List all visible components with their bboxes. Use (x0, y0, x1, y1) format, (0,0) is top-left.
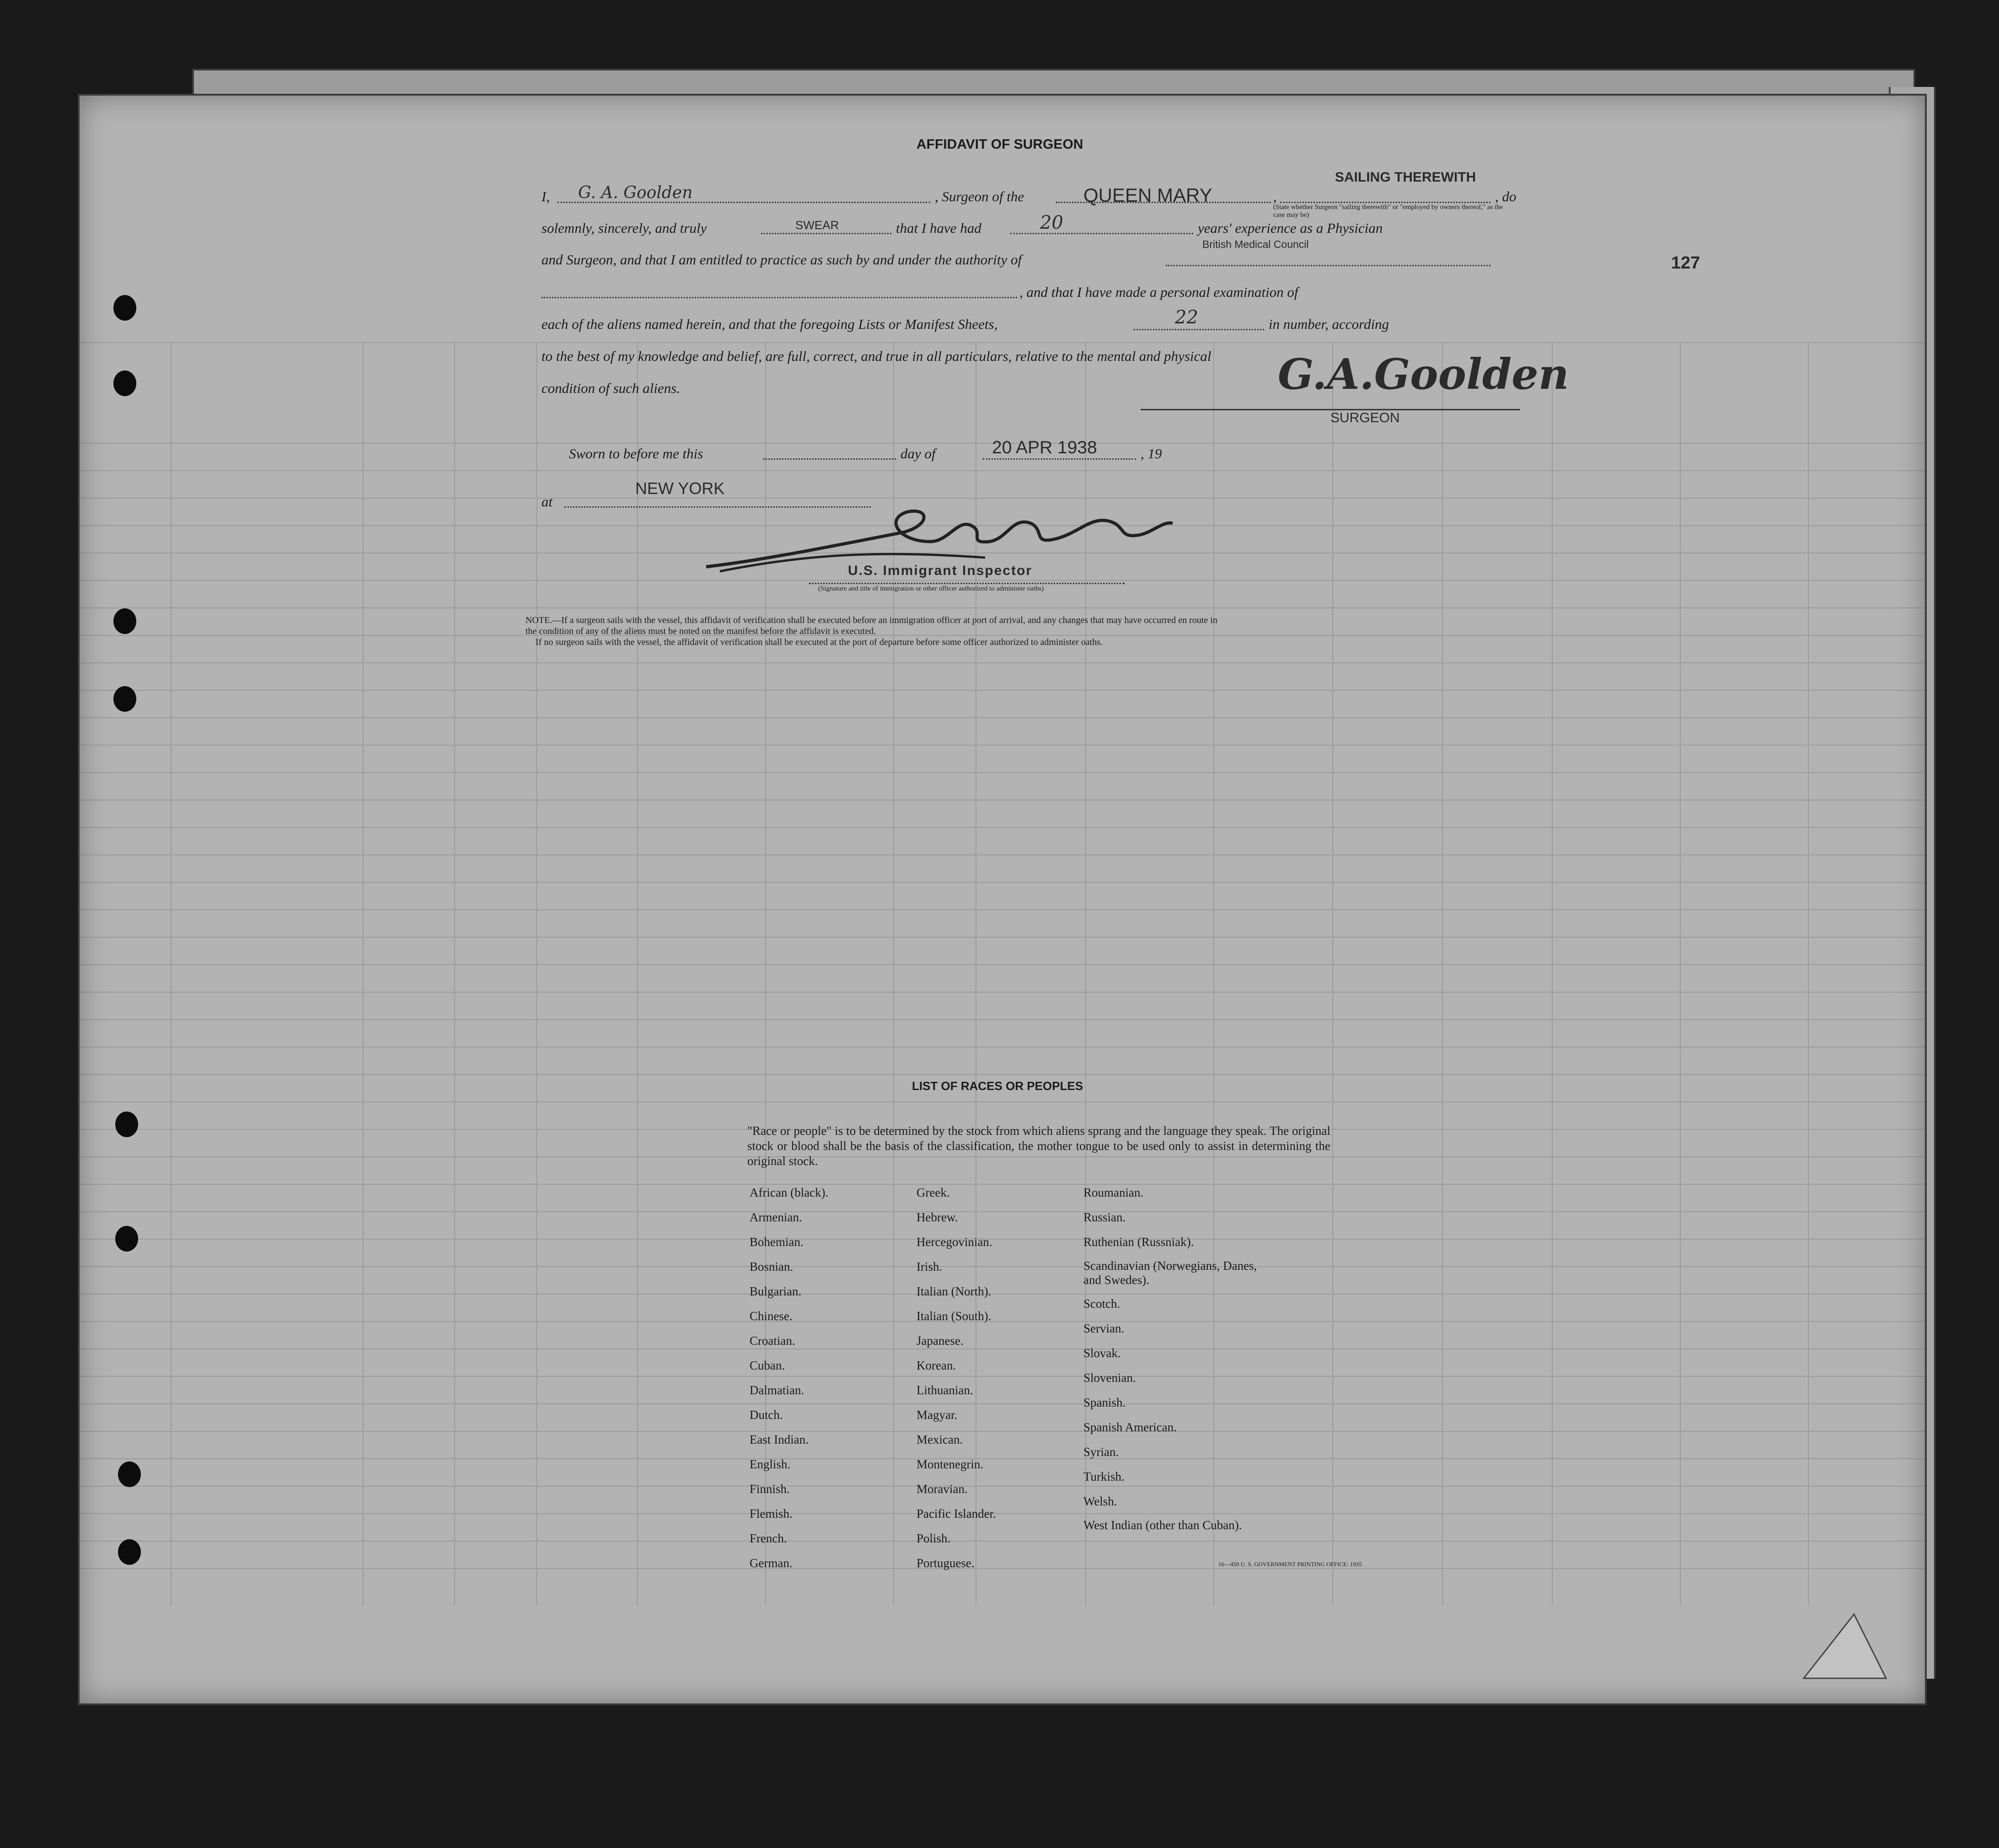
race-item: Polish. (916, 1531, 951, 1545)
oath-stamp: SWEAR (795, 218, 839, 232)
years-experience-value: 20 (1040, 212, 1063, 233)
race-item: French. (750, 1531, 787, 1545)
text-each-of-the-aliens: each of the aliens named herein, and that the foregoing Lists or Manifest Sheets, (541, 316, 998, 332)
race-item: Hercegovinian. (916, 1235, 992, 1249)
text-day-of: day of (900, 446, 936, 462)
race-item: Scotch. (1083, 1297, 1120, 1311)
punch-hole (113, 686, 136, 712)
race-item: Roumanian. (1083, 1186, 1144, 1199)
inspector-caption: (Signature and title of immigration or other officer authorized to administer oaths) (818, 585, 1044, 592)
race-item: Pacific Islander. (916, 1507, 996, 1520)
text-i: I, (541, 188, 550, 204)
race-item: Croatian. (750, 1334, 795, 1348)
race-item: Dutch. (750, 1408, 783, 1422)
race-item: Dalmatian. (750, 1383, 804, 1397)
ship-name-stamp: QUEEN MARY (1083, 184, 1212, 206)
text-that-i-have-had: that I have had (896, 220, 981, 236)
text-years-experience: years' experience as a Physician (1198, 220, 1383, 236)
sailing-instruction-note: (State whether Surgeon "sailing therewith" or "employed by owners thereof," as the case may be) (1273, 204, 1503, 219)
race-item: English. (750, 1457, 791, 1471)
punch-hole (118, 1539, 141, 1565)
race-item: Chinese. (750, 1309, 793, 1323)
race-item: Mexican. (916, 1433, 963, 1446)
race-item: Italian (South). (916, 1309, 991, 1323)
text-condition: condition of such aliens. (541, 380, 681, 396)
sheet-count-value: 22 (1175, 307, 1198, 328)
punch-hole (115, 1112, 138, 1137)
race-item: Bosnian. (750, 1260, 793, 1273)
printer-imprint: 16—450 U. S. GOVERNMENT PRINTING OFFICE: 1935 (1218, 1561, 1362, 1568)
race-item: Turkish. (1083, 1470, 1125, 1483)
text-sworn: Sworn to before me this (569, 446, 703, 462)
punch-hole (118, 1461, 141, 1487)
sailing-stamp: SAILING THEREWITH (1335, 170, 1476, 185)
text-in-number: in number, according (1269, 316, 1389, 332)
affidavit-page: AFFIDAVIT OF SURGEON I, G. A. Goolden , Surgeon of the QUEEN MARY , SAILING THEREWITH (State whether Surgeon "sailing therewith" or "employed by owners thereof," as the case may be) , do solemnly, sincerely, and truly SWEAR that I have had 20 years' experience as a Physician and Surgeon, and that I am entitled to practice as such by and under the authority of British Medical Council , and that I have made a personal examination of each of the aliens named herein, and that the foregoing Lists or Manifest Sheets, 22 in number, according to the best of my knowledge and belief, are full, correct, and true in all particulars, relative to the mental and physical condition of such aliens. G.A.Goolden SURGEON Sworn to before me this day of 20 APR 1938 , 19 at NEW YORK U.S. Immigrant Inspector (Signature and title of immigration or other officer authorized to administer oaths) NOTE.—If a surgeon sails with the vessel, this affidavit of verification shall be executed before an immigration officer at port of arrival, and any changes that may have occurred en route in the condition of any of the aliens must be noted on the manifest before the affidavit is executed. If no surgeon sails with the vessel, the affidavit of verification shall be executed at the port of departure before some officer authorized to administer oaths. 127 LIST OF RACES OR PEOPLES "Race or people" is to be determined by the stock from which aliens sprang and the language they speak. The original stock or blood shall be the basis of the classification, the mother tongue to be used only to assist in determining the original stock. African (black). Armenian. Bohemian. Bosnian. Bulgarian. Chinese. Croatian. Cuban. Dalmatian. Dutch. East Indian. English. Finnish. Flemish. French. German. Greek. Hebrew. Hercegovinian. Irish. Italian (North). Italian (South). Japanese. Korean. Lithuanian. Magyar. Mexican. Montenegrin. Moravian. Pacific Islander. Polish. Portuguese. Roumanian. Russian. Ruthenian (Russniak). Scandinavian (Norwegians, Danes, and Swedes). Scotch. Servian. Slovak. Slovenian. Spanish. Spanish American. Syrian. Turkish. Welsh. West Indian (other than Cuban). 16—450 U. S. GOVERNMENT PRINTING OFFICE: 1935 (78, 94, 1927, 1705)
sworn-date-stamp: 20 APR 1938 (992, 438, 1097, 457)
race-item: Armenian. (750, 1210, 802, 1224)
text-at: at (541, 494, 553, 510)
race-item: Magyar. (916, 1408, 958, 1422)
page-number: 127 (1671, 253, 1700, 273)
surgeon-label-stamp: SURGEON (1330, 410, 1400, 425)
surgeon-signature: G.A.Goolden (1278, 349, 1569, 399)
race-item: Flemish. (750, 1507, 793, 1520)
race-item: West Indian (other than Cuban). (1083, 1518, 1242, 1532)
race-item: Spanish. (1083, 1396, 1126, 1409)
punch-hole (113, 608, 136, 634)
race-item: Spanish American. (1083, 1420, 1177, 1434)
race-item: Lithuanian. (916, 1383, 973, 1397)
race-item: Italian (North). (916, 1284, 991, 1298)
race-item: Moravian. (916, 1482, 968, 1496)
race-item: Servian. (1083, 1322, 1125, 1335)
text-year-prefix: , 19 (1141, 446, 1162, 462)
races-intro: "Race or people" is to be determined by the stock from which aliens sprang and the language they speak. The original stock or blood shall be the basis of the classification, the mother tongue to be used only to assist in determining the original stock. (747, 1124, 1330, 1168)
bleed-through-manifest-grid (80, 96, 1925, 1703)
race-item: Japanese. (916, 1334, 964, 1348)
race-item: Scandinavian (Norwegians, Danes, and Swedes). (1083, 1259, 1257, 1287)
text-and-surgeon: and Surgeon, and that I am entitled to practice as such by and under the authority of (541, 252, 1022, 268)
race-item: Bohemian. (750, 1235, 804, 1249)
surgeon-name-handwritten: G. A. Goolden (578, 183, 693, 202)
race-item: Greek. (916, 1186, 950, 1199)
race-item: Irish. (916, 1260, 943, 1273)
race-item: Korean. (916, 1359, 956, 1372)
race-item: African (black). (750, 1186, 829, 1199)
race-item: Cuban. (750, 1359, 785, 1372)
race-item: Slovak. (1083, 1346, 1121, 1360)
race-item: Hebrew. (916, 1210, 958, 1224)
race-item: Slovenian. (1083, 1371, 1136, 1385)
race-item: Finnish. (750, 1482, 790, 1496)
punch-hole (113, 371, 136, 396)
race-item: Russian. (1083, 1210, 1126, 1224)
race-item: Portuguese. (916, 1556, 975, 1570)
race-item: Welsh. (1083, 1494, 1117, 1508)
affidavit-note: NOTE.—If a surgeon sails with the vessel, this affidavit of verification shall be executed before an immigration officer at port of arrival, and any changes that may have occurred en route in the condition of any of the aliens must be noted on the manifest before the affidavit is executed. If no surgeon sails with the vessel, the affidavit of verification shall be executed at the port of departure before some officer authorized to administer oaths. (525, 615, 1217, 647)
punch-hole (113, 295, 136, 321)
inspector-title-stamp: U.S. Immigrant Inspector (848, 563, 1033, 578)
text-personal-examination: , and that I have made a personal examination of (1019, 284, 1298, 300)
text-to-the-best: to the best of my knowledge and belief, are full, correct, and true in all particulars, relative to the mental and physical (541, 348, 1211, 364)
text-do: , do (1495, 188, 1517, 204)
text-surgeon-of-the: , Surgeon of the (935, 188, 1024, 204)
authority-stamp: British Medical Council (1202, 238, 1309, 250)
race-item: Bulgarian. (750, 1284, 802, 1298)
races-title: LIST OF RACES OR PEOPLES (912, 1079, 1083, 1093)
punch-hole (115, 1226, 138, 1252)
race-item: Ruthenian (Russniak). (1083, 1235, 1194, 1249)
race-item: Montenegrin. (916, 1457, 984, 1471)
race-item: Syrian. (1083, 1445, 1119, 1459)
folded-corner (1799, 1610, 1891, 1683)
text-solemnly: solemnly, sincerely, and truly (541, 220, 707, 236)
place-stamp: NEW YORK (635, 479, 725, 498)
race-item: East Indian. (750, 1433, 809, 1446)
race-item: German. (750, 1556, 793, 1570)
affidavit-title: AFFIDAVIT OF SURGEON (916, 137, 1083, 152)
